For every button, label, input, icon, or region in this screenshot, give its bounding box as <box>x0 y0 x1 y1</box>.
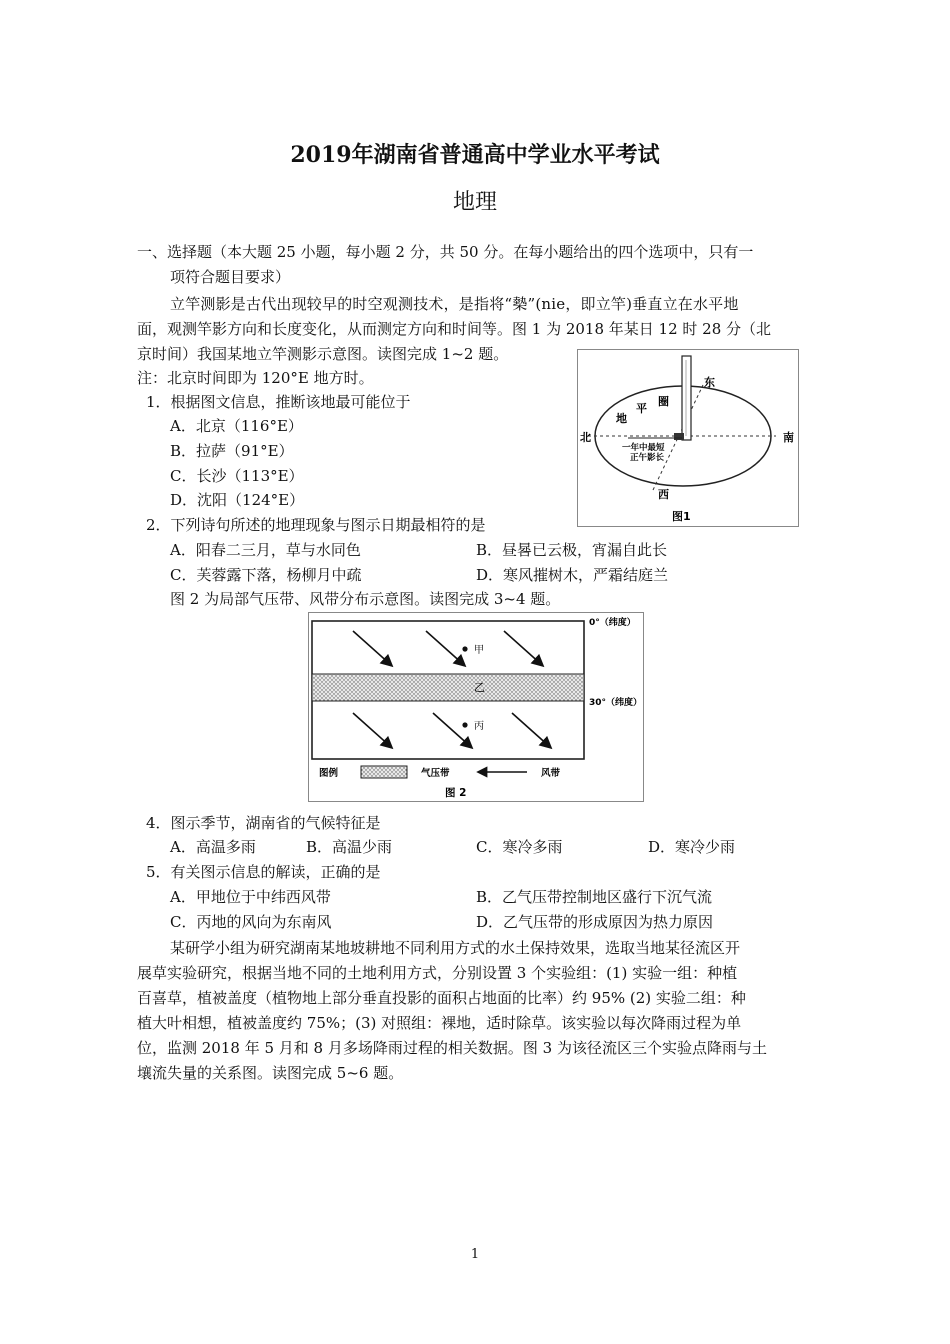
q5-option-c: C．丙地的风向为东南风 <box>170 913 332 931</box>
shadow-label-1: 一年中最短 <box>622 443 665 453</box>
pressure-belt <box>312 674 584 701</box>
label-bing: 丙 <box>474 721 484 732</box>
subject-title: 地理 <box>452 190 497 215</box>
q1-option-a: A．北京（116°E） <box>170 417 303 435</box>
q5-option-a: A．甲地位于中纬西风带 <box>170 888 331 906</box>
passage2: 图 2 为局部气压带、风带分布示意图。读图完成 3~4 题。 <box>170 590 561 608</box>
section-heading-line2: 项符合题目要求） <box>170 268 291 286</box>
passage3-line5: 位，监测 2018 年 5 月和 8 月多场降雨过程的相关数据。图 3 为该径流区三个实验点降雨与土 <box>137 1039 767 1057</box>
passage3-line1: 某研学小组为研究湖南某地坡耕地不同利用方式的水土保持效果，选取当地某径流区开 <box>170 939 741 957</box>
q4-option-d: D．寒冷少雨 <box>648 838 736 856</box>
passage3-line2: 展草实验研究，根据当地不同的土地利用方式，分别设置 3 个实验组：(1) 实验一组：种植 <box>137 964 738 982</box>
figure2 <box>308 612 644 802</box>
passage1-line2: 面，观测竿影方向和长度变化，从而测定方向和时间等。图 1 为 2018 年某日 12 时 28 分（北 <box>137 320 772 338</box>
label-jia: 甲 <box>474 645 484 656</box>
note: 注：北京时间即为 120°E 地方时。 <box>137 369 374 387</box>
lat-mid-label: 30°（纬度） <box>589 698 643 708</box>
figure1-caption: 图1 <box>672 510 691 523</box>
label-yi: 乙 <box>474 681 485 694</box>
pole-shadow <box>674 433 684 440</box>
passage1-line1: 立竿测影是古代出现较早的时空观测技术，是指将“槷”(nie，即立竿)垂直立在水平地 <box>170 295 739 313</box>
passage3-line6: 壤流失量的关系图。读图完成 5~6 题。 <box>137 1064 404 1082</box>
q5-stem: 5．有关图示信息的解读，正确的是 <box>146 863 381 881</box>
shadow-label-2: 正午影长 <box>630 453 665 463</box>
q5-option-b: B．乙气压带控制地区盛行下沉气流 <box>476 888 713 906</box>
q2-option-d: D．寒风摧树木，严霜结庭兰 <box>476 566 669 584</box>
legend-title: 图例 <box>319 768 339 779</box>
south-label: 南 <box>783 431 794 444</box>
legend-pressure-label: 气压带 <box>421 768 450 779</box>
q5-option-d: D．乙气压带的形成原因为热力原因 <box>476 913 714 931</box>
q2-stem: 2．下列诗句所述的地理现象与图示日期最相符的是 <box>146 516 486 534</box>
passage3-line4: 植大叶相想，植被盖度约 75%；(3) 对照组：裸地，适时除草。该实验以每次降雨过程为单 <box>137 1014 742 1032</box>
q4-option-a: A．高温多雨 <box>170 838 256 856</box>
passage1-line3: 京时间）我国某地立竿测影示意图。读图完成 1~2 题。 <box>137 345 509 363</box>
q1-option-b: B．拉萨（91°E） <box>170 442 294 460</box>
q2-option-c: C．芙蓉露下落，杨柳月中疏 <box>170 566 362 584</box>
point-bing <box>462 722 467 727</box>
section-heading-line1: 一、选择题（本大题 25 小题，每小题 2 分，共 50 分。在每小题给出的四个选项中，只有一 <box>137 243 754 261</box>
q1-option-c: C．长沙（113°E） <box>170 467 304 485</box>
q4-stem: 4．图示季节，湖南省的气候特征是 <box>146 814 381 832</box>
q1-option-d: D．沈阳（124°E） <box>170 491 305 509</box>
plane-label-1: 地 <box>616 412 627 425</box>
west-label: 西 <box>658 488 669 501</box>
figure2-caption: 图 2 <box>445 787 467 799</box>
lat-top-label: 0°（纬度） <box>589 618 636 628</box>
plane-label-2: 平 <box>636 402 647 415</box>
north-label: 北 <box>580 431 591 444</box>
q2-option-a: A．阳春二三月，草与水同色 <box>170 541 361 559</box>
passage3-line3: 百喜草，植被盖度（植物地上部分垂直投影的面积占地面的比率）约 95% (2) 实验二组：种 <box>137 989 746 1007</box>
page-number: 1 <box>470 1247 480 1262</box>
point-jia <box>462 646 467 651</box>
figure1 <box>577 349 799 527</box>
pole <box>682 356 691 440</box>
legend-wind-label: 风带 <box>541 768 561 779</box>
q4-option-b: B．高温少雨 <box>306 838 393 856</box>
page-title: 2019年湖南省普通高中学业水平考试 <box>290 142 660 168</box>
q2-option-b: B．昼晷已云极，宵漏自此长 <box>476 541 668 559</box>
q4-option-c: C．寒冷多雨 <box>476 838 563 856</box>
plane-label-3: 圈 <box>658 395 669 408</box>
legend-pressure-swatch <box>361 766 407 778</box>
q1-stem: 1．根据图文信息，推断该地最可能位于 <box>146 393 411 411</box>
east-label: 东 <box>704 376 715 389</box>
